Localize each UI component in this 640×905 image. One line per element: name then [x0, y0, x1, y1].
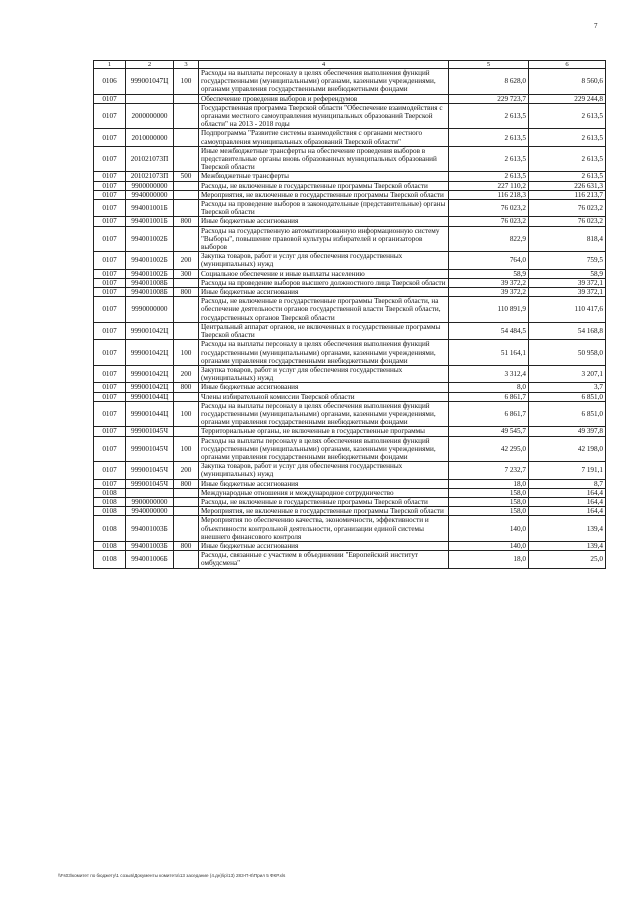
table-row [94, 146, 606, 172]
target-article-code: 999001042Ц [126, 340, 174, 366]
amount-plan: 822,9 [449, 226, 529, 252]
target-article-code: 2000000000 [126, 103, 174, 129]
amount-actual: 39 372,1 [529, 278, 606, 287]
amount-actual: 76 023,2 [529, 200, 606, 217]
expense-type-code: 200 [174, 365, 199, 382]
amount-actual: 42 198,0 [529, 436, 606, 462]
table-row [94, 94, 606, 103]
expense-type-code [174, 497, 199, 506]
expense-type-code [174, 297, 199, 323]
table-row [94, 181, 606, 190]
table-row [94, 365, 606, 382]
section-code: 0107 [94, 401, 126, 427]
expense-type-code [174, 551, 199, 568]
section-code: 0107 [94, 181, 126, 190]
column-header: 6 [529, 61, 606, 69]
amount-plan: 764,0 [449, 252, 529, 269]
row-description: Иные бюджетные ассигнования [199, 217, 449, 226]
amount-actual: 110 417,6 [529, 297, 606, 323]
amount-actual: 164,4 [529, 497, 606, 506]
amount-plan: 58,9 [449, 269, 529, 278]
section-code: 0108 [94, 488, 126, 497]
section-code: 0107 [94, 479, 126, 488]
section-code: 0107 [94, 322, 126, 339]
row-description: Подпрограмма "Развитие системы взаимодействия с органами местного самоуправления муниципальных образований Тверской области" [199, 129, 449, 146]
amount-plan: 158,0 [449, 497, 529, 506]
expense-type-code: 200 [174, 252, 199, 269]
table-row [94, 479, 606, 488]
amount-actual: 116 213,7 [529, 190, 606, 199]
target-article-code: 994001002Б [126, 226, 174, 252]
amount-plan: 227 110,2 [449, 181, 529, 190]
row-description: Расходы на государственную автоматизированную информационную систему "Выборы", повышение правовой культуры избирателей и организаторов выборов [199, 226, 449, 252]
expense-type-code: 500 [174, 172, 199, 181]
section-code: 0107 [94, 172, 126, 181]
table-row [94, 190, 606, 199]
expense-type-code: 800 [174, 383, 199, 392]
row-description: Расходы на выплаты персоналу в целях обеспечения выполнения функций государственными (муниципальными) органами, казенными учреждениями, органами управления государственными внебюджетными фондами [199, 69, 449, 95]
column-header: 2 [126, 61, 174, 69]
amount-actual: 3,7 [529, 383, 606, 392]
amount-plan: 54 484,5 [449, 322, 529, 339]
table-row [94, 516, 606, 542]
table-row [94, 383, 606, 392]
expense-type-code [174, 427, 199, 436]
amount-plan: 49 545,7 [449, 427, 529, 436]
amount-plan: 51 164,1 [449, 340, 529, 366]
target-article-code: 999001044Ц [126, 401, 174, 427]
row-description: Мероприятия, не включенные в государственные программы Тверской области [199, 190, 449, 199]
row-description: Международные отношения и международное сотрудничество [199, 488, 449, 497]
table-row [94, 497, 606, 506]
target-article-code: 999001044Ц [126, 392, 174, 401]
column-header: 5 [449, 61, 529, 69]
table-row [94, 551, 606, 568]
target-article-code: 994001008Б [126, 278, 174, 287]
table-row [94, 340, 606, 366]
row-description: Государственная программа Тверской области "Обеспечение взаимодействия с органами местного самоуправления муниципальных образований Тверской области" на 2013 - 2018 годы [199, 103, 449, 129]
column-header: 1 [94, 61, 126, 69]
target-article-code [126, 488, 174, 497]
table-row [94, 392, 606, 401]
amount-plan: 3 312,4 [449, 365, 529, 382]
target-article-code: 201021073П [126, 172, 174, 181]
target-article-code: 9990000000 [126, 297, 174, 323]
section-code: 0107 [94, 146, 126, 172]
section-code: 0108 [94, 541, 126, 550]
expense-type-code [174, 129, 199, 146]
row-description: Расходы на проведение выборов высшего должностного лица Тверской области [199, 278, 449, 287]
target-article-code: 999001047Ц [126, 69, 174, 95]
page-number: 7 [594, 22, 598, 30]
amount-actual: 818,4 [529, 226, 606, 252]
row-description: Иные бюджетные ассигнования [199, 541, 449, 550]
amount-plan: 7 232,7 [449, 462, 529, 479]
section-code: 0108 [94, 516, 126, 542]
expense-type-code: 200 [174, 462, 199, 479]
section-code: 0107 [94, 383, 126, 392]
target-article-code [126, 94, 174, 103]
section-code: 0107 [94, 427, 126, 436]
amount-actual: 54 168,8 [529, 322, 606, 339]
section-code: 0107 [94, 278, 126, 287]
row-description: Межбюджетные трансферты [199, 172, 449, 181]
target-article-code: 9940000000 [126, 190, 174, 199]
amount-actual: 6 851,0 [529, 401, 606, 427]
amount-actual: 2 613,5 [529, 103, 606, 129]
amount-actual: 229 244,8 [529, 94, 606, 103]
amount-plan: 8,0 [449, 383, 529, 392]
amount-actual: 39 372,1 [529, 288, 606, 297]
amount-actual: 164,4 [529, 507, 606, 516]
amount-plan: 110 891,9 [449, 297, 529, 323]
section-code: 0107 [94, 269, 126, 278]
amount-plan: 8 628,0 [449, 69, 529, 95]
amount-actual: 2 613,5 [529, 172, 606, 181]
row-description: Территориальные органы, не включенные в государственные программы [199, 427, 449, 436]
section-code: 0107 [94, 436, 126, 462]
column-header: 3 [174, 61, 199, 69]
target-article-code: 999001042Ц [126, 365, 174, 382]
table-row [94, 507, 606, 516]
section-code: 0107 [94, 462, 126, 479]
target-article-code: 9900000000 [126, 497, 174, 506]
expense-type-code [174, 278, 199, 287]
amount-actual: 6 851,0 [529, 392, 606, 401]
amount-plan: 158,0 [449, 507, 529, 516]
expense-type-code: 800 [174, 288, 199, 297]
amount-actual: 226 631,3 [529, 181, 606, 190]
amount-plan: 158,0 [449, 488, 529, 497]
expense-type-code: 300 [174, 269, 199, 278]
row-description: Расходы, не включенные в государственные программы Тверской области, на обеспечение деятельности органов государственной власти Тверской области, государственных органов Тверской области [199, 297, 449, 323]
target-article-code: 999001042Ц [126, 322, 174, 339]
expense-type-code [174, 322, 199, 339]
section-code: 0107 [94, 190, 126, 199]
row-description: Иные бюджетные ассигнования [199, 288, 449, 297]
amount-plan: 2 613,5 [449, 129, 529, 146]
table-row [94, 427, 606, 436]
section-code: 0107 [94, 288, 126, 297]
amount-plan: 229 723,7 [449, 94, 529, 103]
expense-type-code [174, 507, 199, 516]
table-row [94, 252, 606, 269]
target-article-code: 999001045Ч [126, 436, 174, 462]
expense-type-code [174, 516, 199, 542]
expense-type-code: 100 [174, 401, 199, 427]
section-code: 0107 [94, 200, 126, 217]
amount-plan: 6 861,7 [449, 401, 529, 427]
table-row [94, 297, 606, 323]
amount-plan: 116 218,3 [449, 190, 529, 199]
target-article-code: 994001001Б [126, 200, 174, 217]
section-code: 0107 [94, 392, 126, 401]
expense-type-code: 100 [174, 340, 199, 366]
table-row [94, 269, 606, 278]
expense-type-code [174, 146, 199, 172]
target-article-code: 999001045Ч [126, 427, 174, 436]
table-header-row [94, 61, 606, 69]
amount-actual: 139,4 [529, 516, 606, 542]
target-article-code: 9940000000 [126, 507, 174, 516]
row-description: Закупка товаров, работ и услуг для обеспечения государственных (муниципальных) нужд [199, 365, 449, 382]
table-row [94, 226, 606, 252]
table-row [94, 288, 606, 297]
amount-actual: 759,5 [529, 252, 606, 269]
row-description: Иные бюджетные ассигнования [199, 479, 449, 488]
section-code: 0107 [94, 94, 126, 103]
section-code: 0107 [94, 129, 126, 146]
row-description: Закупка товаров, работ и услуг для обеспечения государственных (муниципальных) нужд [199, 462, 449, 479]
amount-actual: 2 613,5 [529, 129, 606, 146]
section-code: 0107 [94, 103, 126, 129]
amount-actual: 76 023,2 [529, 217, 606, 226]
target-article-code: 994001008Б [126, 288, 174, 297]
table-row [94, 103, 606, 129]
row-description: Обеспечение проведения выборов и референдумов [199, 94, 449, 103]
target-article-code: 2010000000 [126, 129, 174, 146]
amount-plan: 140,0 [449, 516, 529, 542]
expense-type-code: 800 [174, 541, 199, 550]
column-header: 4 [199, 61, 449, 69]
target-article-code: 9900000000 [126, 181, 174, 190]
target-article-code: 994001002Б [126, 269, 174, 278]
expense-type-code [174, 488, 199, 497]
section-code: 0107 [94, 217, 126, 226]
row-description: Расходы на выплаты персоналу в целях обеспечения выполнения функций государственными (муниципальными) органами, казенными учреждениями, органами управления государственными внебюджетными фондами [199, 401, 449, 427]
row-description: Социальное обеспечение и иные выплаты населению [199, 269, 449, 278]
expense-type-code: 800 [174, 217, 199, 226]
amount-plan: 39 372,2 [449, 278, 529, 287]
target-article-code: 999001045Ч [126, 462, 174, 479]
budget-table [93, 60, 606, 569]
amount-actual: 50 958,0 [529, 340, 606, 366]
expense-type-code [174, 103, 199, 129]
amount-actual: 58,9 [529, 269, 606, 278]
table-row [94, 217, 606, 226]
section-code: 0107 [94, 297, 126, 323]
amount-plan: 42 295,0 [449, 436, 529, 462]
row-description: Центральный аппарат органов, не включенных в государственные программы Тверской области [199, 322, 449, 339]
table-row [94, 488, 606, 497]
amount-plan: 76 023,2 [449, 217, 529, 226]
row-description: Расходы на проведение выборов в законодательные (представительные) органы Тверской области [199, 200, 449, 217]
section-code: 0107 [94, 252, 126, 269]
row-description: Мероприятия по обеспечению качества, экономичности, эффективности и объективности контрольной деятельности, организации единой системы внешнего финансового контроля [199, 516, 449, 542]
table-row [94, 278, 606, 287]
expense-type-code [174, 181, 199, 190]
amount-actual: 3 207,1 [529, 365, 606, 382]
table-row [94, 322, 606, 339]
expense-type-code: 100 [174, 436, 199, 462]
amount-actual: 49 397,8 [529, 427, 606, 436]
target-article-code: 201021073П [126, 146, 174, 172]
row-description: Закупка товаров, работ и услуг для обеспечения государственных (муниципальных) нужд [199, 252, 449, 269]
table-row [94, 172, 606, 181]
target-article-code: 994001001Б [126, 217, 174, 226]
amount-plan: 18,0 [449, 479, 529, 488]
table-row [94, 69, 606, 95]
amount-plan: 2 613,5 [449, 172, 529, 181]
table-row [94, 541, 606, 550]
row-description: Иные бюджетные ассигнования [199, 383, 449, 392]
table-row [94, 436, 606, 462]
file-path-footer: \\Fs03\комитет по бюджету\1 созыв\Документы комитета\13 заседание (4.дн)\ip\13) 283-П-6\Прил 5 ФКР.xls [58, 873, 286, 878]
amount-actual: 25,0 [529, 551, 606, 568]
table-row [94, 200, 606, 217]
expense-type-code [174, 392, 199, 401]
section-code: 0108 [94, 507, 126, 516]
row-description: Мероприятия, не включенные в государственные программы Тверской области [199, 507, 449, 516]
target-article-code: 999001042Ц [126, 383, 174, 392]
section-code: 0108 [94, 497, 126, 506]
amount-plan: 18,0 [449, 551, 529, 568]
amount-plan: 2 613,5 [449, 146, 529, 172]
amount-plan: 140,0 [449, 541, 529, 550]
section-code: 0107 [94, 340, 126, 366]
amount-actual: 2 613,5 [529, 146, 606, 172]
row-description: Расходы, связанные с участием в объединении "Европейский институт омбудсмена" [199, 551, 449, 568]
target-article-code: 994001006Б [126, 551, 174, 568]
section-code: 0107 [94, 365, 126, 382]
table-row [94, 401, 606, 427]
amount-actual: 139,4 [529, 541, 606, 550]
section-code: 0108 [94, 551, 126, 568]
table-row [94, 129, 606, 146]
expense-type-code [174, 226, 199, 252]
expense-type-code [174, 190, 199, 199]
section-code: 0107 [94, 226, 126, 252]
amount-plan: 39 372,2 [449, 288, 529, 297]
row-description: Иные межбюджетные трансферты на обеспечение проведения выборов в представительные органы вновь образованных муниципальных образований Тверской области [199, 146, 449, 172]
amount-actual: 8 560,6 [529, 69, 606, 95]
row-description: Расходы на выплаты персоналу в целях обеспечения выполнения функций государственными (муниципальными) органами, казенными учреждениями, органами управления государственными внебюджетными фондами [199, 436, 449, 462]
expense-type-code: 100 [174, 69, 199, 95]
expense-type-code [174, 94, 199, 103]
amount-plan: 2 613,5 [449, 103, 529, 129]
target-article-code: 994001002Б [126, 252, 174, 269]
section-code: 0106 [94, 69, 126, 95]
target-article-code: 994001003Б [126, 516, 174, 542]
amount-actual: 7 191,1 [529, 462, 606, 479]
amount-plan: 6 861,7 [449, 392, 529, 401]
amount-plan: 76 023,2 [449, 200, 529, 217]
row-description: Расходы на выплаты персоналу в целях обеспечения выполнения функций государственными (муниципальными) органами, казенными учреждениями, органами управления государственными внебюджетными фондами [199, 340, 449, 366]
expense-type-code: 800 [174, 479, 199, 488]
table-row [94, 462, 606, 479]
row-description: Члены избирательной комиссии Тверской области [199, 392, 449, 401]
target-article-code: 999001045Ч [126, 479, 174, 488]
row-description: Расходы, не включенные в государственные программы Тверской области [199, 497, 449, 506]
amount-actual: 164,4 [529, 488, 606, 497]
amount-actual: 8,7 [529, 479, 606, 488]
expense-type-code [174, 200, 199, 217]
row-description: Расходы, не включенные в государственные программы Тверской области [199, 181, 449, 190]
target-article-code: 994001003Б [126, 541, 174, 550]
